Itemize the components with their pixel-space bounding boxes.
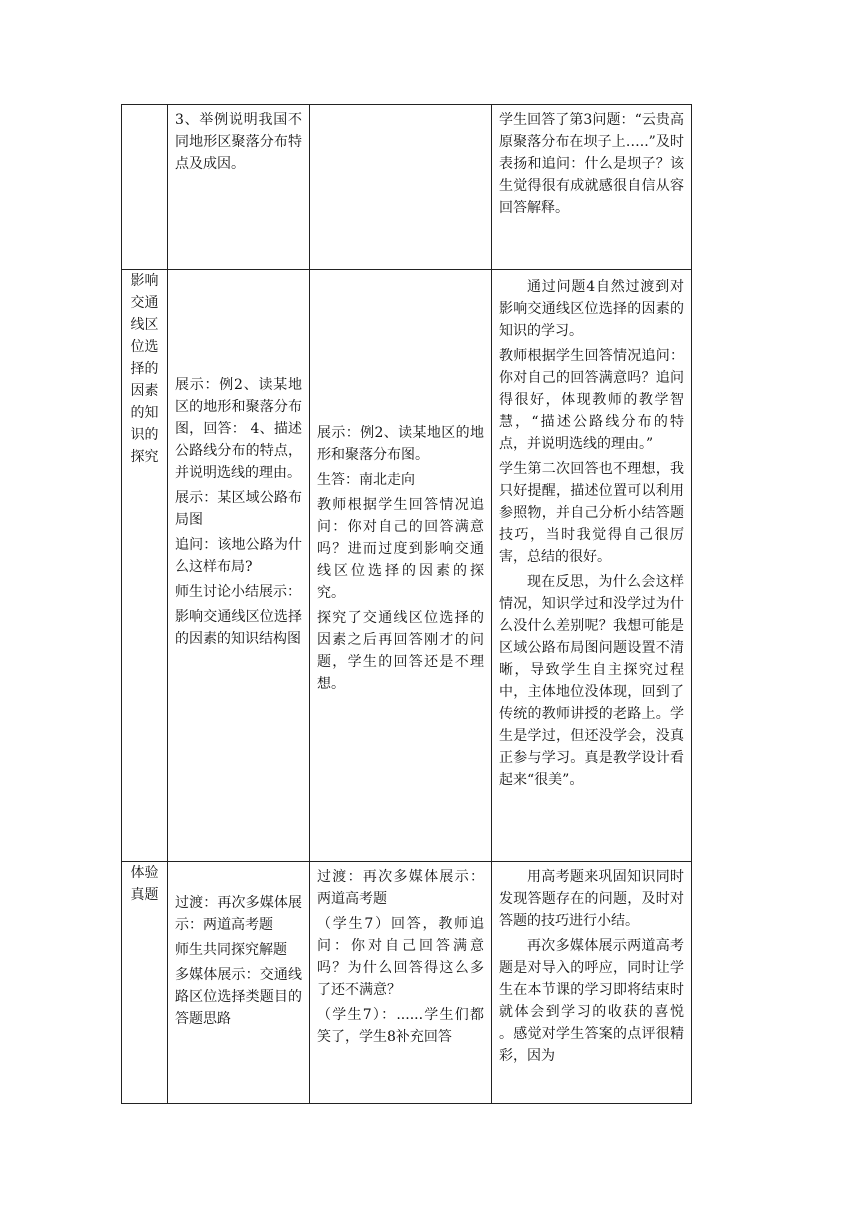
student-cell [310,270,492,862]
student-text: （学生7）回答，教师追问：你对自己回答满意吗？为什么回答得这么多了还不满意？ [317,916,484,998]
teaching-cell [168,105,310,270]
reflection-text: 教师根据学生回答情况追问：你对自己的回答满意吗？追问得很好，体现教师的教学智慧，“描述公路线分布的特点，并说明选线的理由。” [499,348,684,452]
teaching-text: 展示：某区域公路布局图 [175,490,302,528]
topic-text: 影响交通线区位选择的因素的知识的探究 [130,273,159,465]
lesson-table [121,104,692,1104]
table-row [122,862,692,1104]
table-row [122,270,692,862]
teaching-text: 师生讨论小结展示： [175,584,301,600]
reflection-text: 用高考题来巩固知识同时发现答题存在的问题，及时对答题的技巧进行小结。 [499,869,684,929]
topic-cell [122,270,168,862]
reflection-cell [492,105,692,270]
student-cell [310,862,492,1104]
teaching-text: 多媒体展示：交通线路区位选择类题目的答题思路 [175,967,302,1027]
reflection-text: 通过问题4自然过渡到对影响交通线区位选择的因素的知识的学习。 [499,279,684,339]
teaching-text: 师生共同探究解题 [175,942,287,958]
reflection-cell [492,270,692,862]
topic-text [122,105,167,113]
teaching-text: 过渡：再次多媒体展示：两道高考题 [175,895,302,933]
student-text: 教师根据学生回答情况追问：你对自己的回答满意吗？进而过度到影响交通线区位选择的因素的探究。 [317,497,484,601]
student-text: （学生7）：......学生们都笑了，学生8补充回答 [317,1007,484,1045]
topic-text: 体验真题 [130,865,159,903]
table-row [122,105,692,270]
reflection-cell [492,862,692,1104]
teaching-cell [168,862,310,1104]
teaching-text: 追问：该地公路为什么这样布局? [175,537,302,575]
topic-cell [122,862,168,1104]
student-text: 探究了交通线区位选择的因素之后再回答刚才的问题，学生的回答还是不理想。 [317,610,484,692]
teaching-cell [168,270,310,862]
topic-cell [122,105,168,270]
student-text: 过渡：再次多媒体展示：两道高考题 [317,869,484,907]
teaching-text: 影响交通线区位选择的因素的知识结构图 [175,609,302,647]
teaching-text: 3、举例说明我国不同地形区聚落分布特点及成因。 [175,112,302,172]
student-text: 展示：例2、读某地区的地形和聚落分布图。 [317,425,484,463]
student-cell [310,105,492,270]
reflection-text: 现在反思，为什么会这样情况，知识学过和没学过为什么没什么差别呢？我想可能是区域公路布局图问题设置不清晰，导致学生自主探究过程中，主体地位没体现，回到了传统的教师讲授的老路上。学生是学过，但还没学会，没真正参与学习。真是教学设计看起来“很美”。 [499,574,684,788]
reflection-text: 再次多媒体展示两道高考题是对导入的呼应，同时让学生在本节课的学习即将结束时就体会到学习的收获的喜悦 。感觉对学生答案的点评很精彩，因为 [499,938,684,1064]
student-text: 生答：南北走向 [317,472,415,488]
reflection-text: 学生第二次回答也不理想，我只好提醒，描述位置可以利用参照物，并自己分析小结答题技巧，当时我觉得自己很厉害，总结的很好。 [499,461,684,565]
teaching-text: 展示：例2、读某地区的地形和聚落分布图，回答： 4、描述公路线分布的特点，并说明选线的理由。 [175,377,302,481]
reflection-text: 学生回答了第3问题：“云贵高原聚落分布在坝子上…..”及时表扬和追问：什么是坝子？该生觉得很有成就感很自信从容回答解释。 [499,112,684,216]
